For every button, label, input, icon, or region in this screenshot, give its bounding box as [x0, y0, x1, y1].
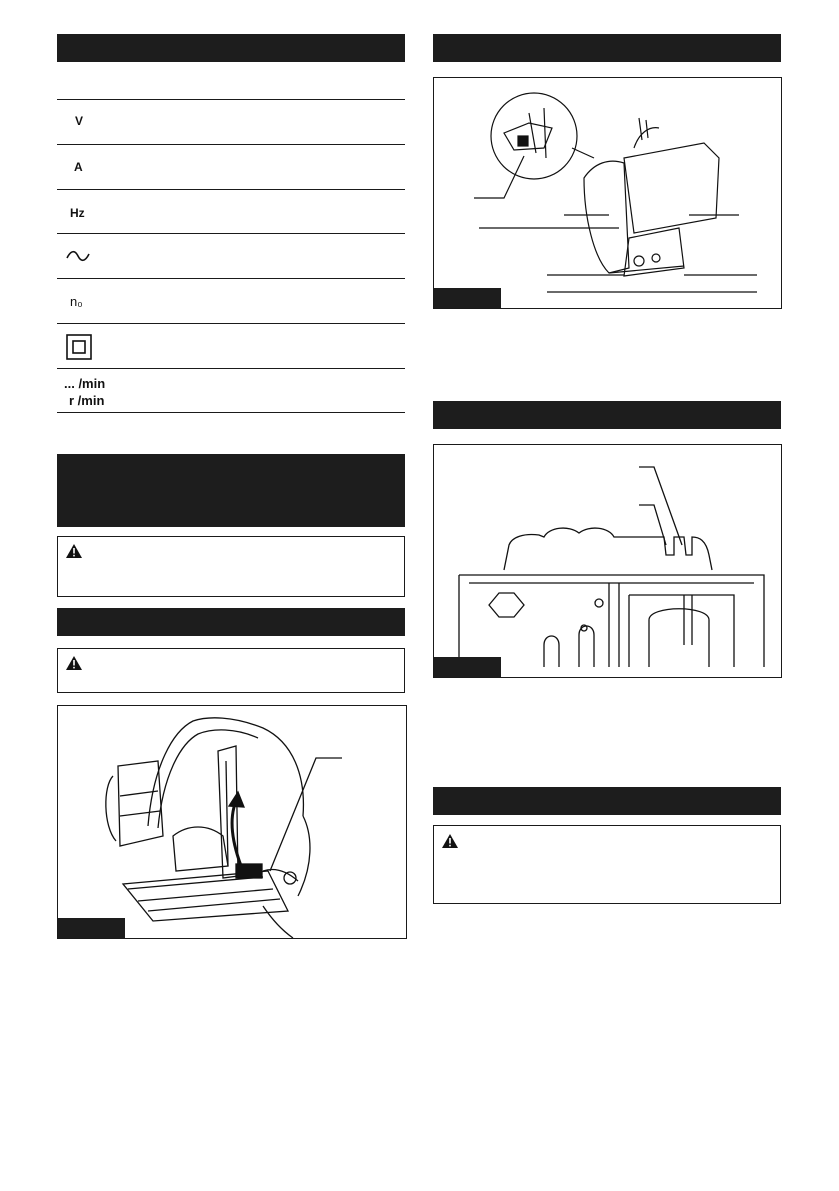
section-header: [433, 34, 781, 62]
figure-number-tab: [58, 918, 125, 938]
figure-number-tab: [434, 657, 501, 677]
figure-lever-release: [57, 705, 407, 939]
table-rule: [57, 189, 405, 190]
table-rule: [57, 368, 405, 369]
symbol-volts: V: [75, 114, 84, 128]
table-rule: [57, 412, 405, 413]
section-header: [433, 401, 781, 429]
table-rule: [57, 233, 405, 234]
figure-number-tab: [434, 288, 501, 308]
section-header: [433, 787, 781, 815]
table-rule: [57, 278, 405, 279]
symbol-revolutions-per-minute: r /min: [69, 393, 105, 408]
warning-triangle-icon: [441, 833, 459, 849]
warning-triangle-icon: [65, 543, 83, 559]
warning-box: [57, 536, 405, 597]
table-rule: [57, 144, 405, 145]
symbols-section-header: [57, 34, 405, 62]
saw-side-illustration: [434, 78, 781, 308]
figure-depth-adjustment: [433, 77, 782, 309]
section-header: [57, 608, 405, 636]
saw-lever-illustration: [58, 706, 406, 938]
symbol-no-load-speed: n₀: [70, 294, 83, 309]
table-rule: [57, 99, 405, 100]
double-insulation-icon: [66, 334, 92, 360]
base-plate-illustration: [434, 445, 781, 677]
section-heading-block: [57, 454, 405, 527]
symbol-hertz: Hz: [70, 206, 85, 220]
warning-box: [433, 825, 781, 904]
warning-box: [57, 648, 405, 693]
symbol-per-minute: ... /min: [64, 376, 106, 391]
warning-triangle-icon: [65, 655, 83, 671]
symbol-amperes: A: [74, 160, 83, 174]
figure-cutting-line: [433, 444, 782, 678]
table-rule: [57, 323, 405, 324]
alternating-current-icon: [65, 248, 91, 264]
